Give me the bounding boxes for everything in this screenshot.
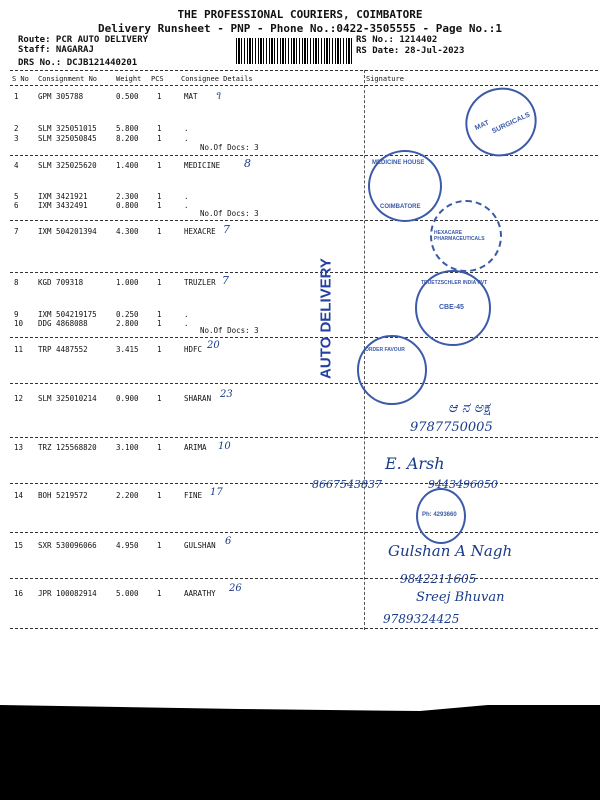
cell-pcs: 1 [157,201,162,210]
cell-sno: 13 [14,443,24,452]
signature: ಆ ನ ಅಕ್ಷ [448,400,491,416]
cell-pcs: 1 [157,124,162,133]
cell-weight: 5.800 [116,124,139,133]
hexacare-stamp: HEXACARE PHARMACEUTICALS [430,200,502,272]
truetzschler-stamp: TRUETZSCHLER INDIA PVT CBE-45 [415,270,491,346]
cell-pcs: 1 [157,589,162,598]
col-consignment: Consignment No [38,75,98,83]
handwritten-note: ૧ [215,89,221,102]
cell-sno: 1 [14,92,19,101]
cell-cons: TRZ 125568820 [38,443,97,452]
barcode [236,38,354,64]
cell-cons: IXM 504219175 [38,310,97,319]
handwritten-note: 26 [229,583,242,594]
rs-number: RS No.: 1214402 [356,35,438,45]
cell-details: . [184,134,189,143]
cell-details: TRUZLER [184,278,216,287]
cell-cons: GPM 305788 [38,92,84,101]
cell-pcs: 1 [157,443,162,452]
cell-weight: 0.500 [116,92,139,101]
cell-sno: 16 [14,589,24,598]
cell-sno: 10 [14,319,24,328]
cell-details: MEDICINE [184,161,221,170]
route-label: Route: PCR AUTO DELIVERY [18,35,149,45]
cell-sno: 3 [14,134,19,143]
cell-weight: 1.000 [116,278,139,287]
phone-number: 9842211605 [400,572,477,586]
cell-details: HDFC [184,345,203,354]
cell-details: . [184,192,189,201]
phone-number: 8667543837 [312,478,382,491]
cell-weight: 2.200 [116,491,139,500]
docs-note: No.Of Docs: 3 [200,326,259,335]
cell-sno: 7 [14,227,19,236]
col-signature: Signature [366,75,404,83]
cell-cons: IXM 3421921 [38,192,88,201]
cell-pcs: 1 [157,227,162,236]
row-divider [10,220,598,221]
cell-details: ARIMA [184,443,207,452]
cell-details: . [184,201,189,210]
row-divider [10,155,598,156]
hdfc-stamp: ORDER FAVOUR [357,335,427,405]
signature: E. Arsh [385,454,445,473]
cell-cons: IXM 3432491 [38,201,88,210]
docs-note: No.Of Docs: 3 [200,143,259,152]
cell-pcs: 1 [157,192,162,201]
cell-pcs: 1 [157,92,162,101]
cell-sno: 5 [14,192,19,201]
cell-sno: 15 [14,541,24,550]
cell-cons: JPR 100082914 [38,589,97,598]
cell-sno: 2 [14,124,19,133]
col-pcs: PCS [151,75,164,83]
col-sno: S No [12,75,29,83]
row-divider [10,437,598,438]
cell-pcs: 1 [157,345,162,354]
drs-number: DRS No.: DCJB121440201 [18,58,138,68]
cell-cons: SLM 325050845 [38,134,97,143]
cell-cons: BOH 5219572 [38,491,88,500]
docs-note: No.Of Docs: 3 [200,209,259,218]
auto-delivery-stamp: AUTO DELIVERY [317,258,335,379]
cell-sno: 4 [14,161,19,170]
cell-weight: 3.100 [116,443,139,452]
cell-sno: 8 [14,278,19,287]
cell-weight: 8.200 [116,134,139,143]
cell-weight: 4.300 [116,227,139,236]
cell-sno: 9 [14,310,19,319]
handwritten-note: 7 [223,223,230,236]
medicine-house-stamp: MEDICINE HOUSE COIMBATORE [368,150,442,222]
cell-details: FINE [184,491,203,500]
cell-sno: 14 [14,491,24,500]
cell-details: MAT [184,92,198,101]
col-consignee: Consignee Details [181,75,253,83]
col-weight: Weight [116,75,142,83]
cell-weight: 5.000 [116,589,139,598]
handwritten-note: 23 [220,389,233,400]
handwritten-note: 17 [210,487,223,498]
signature: Gulshan A Nagh [388,542,513,560]
cell-cons: SLM 325051015 [38,124,97,133]
cell-pcs: 1 [157,161,162,170]
cell-cons: KGD 709318 [38,278,84,287]
cell-cons: TRP 4487552 [38,345,88,354]
row-divider [10,578,598,579]
cell-weight: 0.800 [116,201,139,210]
cell-cons: SLM 325025620 [38,161,97,170]
cell-sno: 6 [14,201,19,210]
cell-details: . [184,319,189,328]
document-subtitle: Delivery Runsheet - PNP - Phone No.:0422-3505555 - Page No.:1 [98,22,502,35]
handwritten-note: 7 [222,274,229,287]
cell-pcs: 1 [157,134,162,143]
cell-details: . [184,310,189,319]
row-divider [10,532,598,533]
phone-number: 9787750005 [410,420,493,435]
handwritten-note: 6 [225,536,232,547]
handwritten-note: 20 [207,340,220,351]
signature: Sreej Bhuvan [416,590,505,605]
cell-cons: SLM 325010214 [38,394,97,403]
cell-pcs: 1 [157,278,162,287]
cell-details: HEXACRE [184,227,216,236]
cell-sno: 11 [14,345,24,354]
cell-pcs: 1 [157,310,162,319]
scan-shadow [0,705,600,800]
cell-cons: DDG 4868088 [38,319,88,328]
cell-cons: IXM 504201394 [38,227,97,236]
phone-stamp: Ph: 4293660 [416,488,466,544]
cell-weight: 1.400 [116,161,139,170]
cell-pcs: 1 [157,319,162,328]
cell-details: GULSHAN [184,541,216,550]
divider [10,85,598,86]
cell-weight: 3.415 [116,345,139,354]
cell-details: SHARAN [184,394,212,403]
staff-label: Staff: NAGARAJ [18,45,94,55]
row-divider [10,483,598,484]
handwritten-note: 8 [244,157,251,170]
cell-sno: 12 [14,394,24,403]
rs-date: RS Date: 28-Jul-2023 [356,46,465,56]
cell-weight: 2.300 [116,192,139,201]
cell-weight: 2.800 [116,319,139,328]
cell-details: AARATHY [184,589,216,598]
cell-details: . [184,124,189,133]
cell-pcs: 1 [157,541,162,550]
mat-surgicals-stamp: MAT SURGICALS [454,76,548,168]
document-title: THE PROFESSIONAL COURIERS, COIMBATORE [177,8,423,21]
cell-cons: SXR 530096066 [38,541,97,550]
cell-weight: 4.950 [116,541,139,550]
cell-pcs: 1 [157,394,162,403]
phone-number: 9789324425 [383,612,460,626]
row-divider [10,628,598,629]
divider [10,70,598,71]
cell-pcs: 1 [157,491,162,500]
phone-number: 9443496050 [428,478,498,491]
cell-weight: 0.900 [116,394,139,403]
cell-weight: 0.250 [116,310,139,319]
handwritten-note: 10 [218,441,231,452]
